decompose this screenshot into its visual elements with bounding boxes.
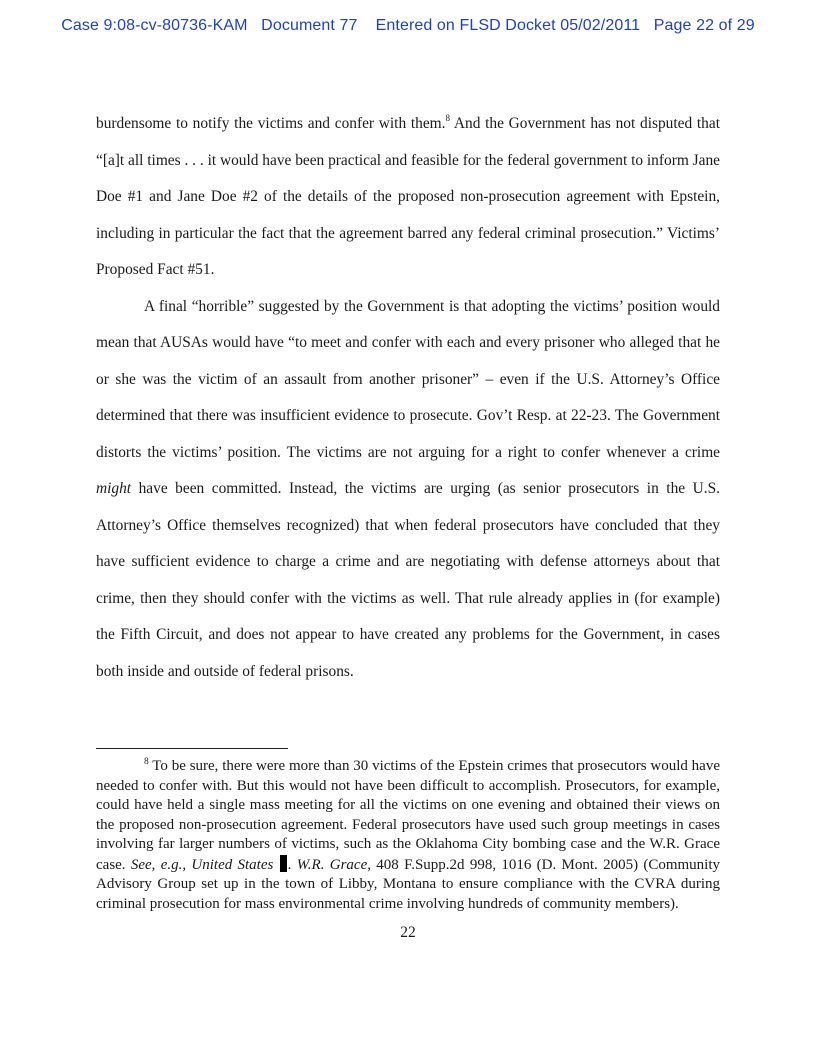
footnote-citation-italic-b: W.R. Grace: [291, 856, 368, 873]
footnote-after-redaction: .: [287, 856, 292, 873]
case-header: Case 9:08-cv-80736-KAM Document 77 Entered on FLSD Docket 05/02/2011 Page 22 of 29: [61, 17, 755, 34]
para1-text-b: And the Government has not disputed that “[a]t all times . . . it would have been practical and feasible for the federal government to inform Jane Doe #1 and Jane Doe #2 of the details of the proposed non-prosecution agreement with Epstein, including in particular the fact that the agreement barred any federal criminal prosecution.” Victims’ Proposed Fact #51.: [96, 115, 720, 278]
para2-italic: might: [96, 480, 132, 497]
page-number: 22: [400, 924, 416, 941]
para2-text-b: have been committed. Instead, the victims are urging (as senior prosecutors in the U.S. Attorney’s Office themselves recognized) that when federal prosecutors have concluded that they have sufficient evidence to charge a crime and are negotiating with defense attorneys about that crime, then they should confer with the victims as well. That rule already applies in (for example) the Fifth Circuit, and does not appear to have created any problems for the Government, in cases both inside and outside of federal prisons.: [96, 480, 720, 680]
footnote-citation-italic-a: See, e.g., United States: [130, 856, 274, 873]
footnote-text-b: , 408 F.Supp.2d 998, 1016 (D. Mont. 2005) (Community Advisory Group set up in the town of Libby, Montana to ensure compliance with the CVRA during criminal prosecution for mass environmental crime involving hundreds of community members).: [96, 856, 721, 912]
footnote-ref: 8: [445, 113, 450, 123]
redaction-mark: [280, 855, 287, 872]
footnote-divider: [96, 748, 288, 749]
para1-text-a: burdensome to notify the victims and confer with them.: [96, 115, 446, 132]
footnote: [96, 757, 720, 914]
footnote-number: 8: [144, 757, 149, 767]
paragraph-2: [96, 289, 720, 691]
para2-text-a: A final “horrible” suggested by the Government is that adopting the victims’ position would mean that AUSAs would have “to meet and confer with each and every prisoner who alleged that he or she was the victim of an assault from another prisoner” – even if the U.S. Attorney’s Office determined that there was insufficient evidence to prosecute. Gov’t Resp. at 22-23. The Government distorts the victims’ position. The victims are not arguing for a right to confer whenever a crime: [96, 297, 720, 461]
body-text: [96, 106, 720, 690]
footnote-text-a: To be sure, there were more than 30 victims of the Epstein crimes that prosecutors would have needed to confer with. But this would not have been difficult to accomplish. Prosecutors, for example, could have held a single mass meeting for all the victims on one evening and obtained their views on the proposed non-prosecution agreement. Federal prosecutors have used such group meetings in cases involving far larger numbers of victims, such as the Oklahoma City bombing case and the W.R. Grace case.: [96, 758, 720, 873]
paragraph-1: [96, 106, 720, 289]
